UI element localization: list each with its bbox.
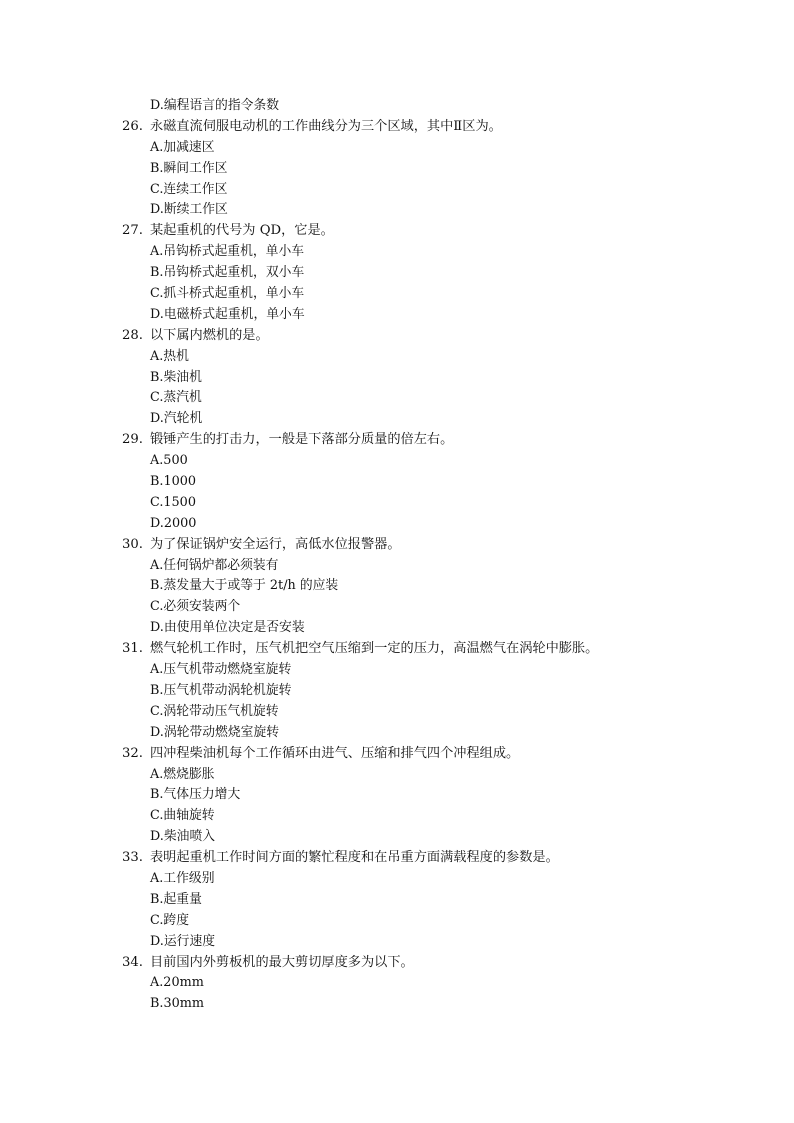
option-a: A.任何锅炉都必须装有 bbox=[150, 557, 279, 573]
question-number: 27. bbox=[122, 223, 143, 239]
option-a: A.20mm bbox=[150, 975, 204, 991]
option-b: B.柴油机 bbox=[150, 369, 202, 385]
question-list bbox=[122, 96, 742, 1015]
option-b: B.1000 bbox=[150, 474, 197, 490]
question-number: 28. bbox=[122, 327, 143, 343]
option-b: B.气体压力增大 bbox=[150, 787, 241, 803]
question-34 bbox=[122, 953, 742, 974]
question-text: 永磁直流伺服电动机的工作曲线分为三个区域，其中Ⅱ区为。 bbox=[150, 118, 502, 134]
question-text: 表明起重机工作时间方面的繁忙程度和在吊重方面满载程度的参数是。 bbox=[150, 850, 559, 866]
option-b: B.压气机带动涡轮机旋转 bbox=[150, 682, 292, 698]
option-a: A.燃烧膨胀 bbox=[150, 766, 215, 782]
option-d: D.涡轮带动燃烧室旋转 bbox=[150, 724, 280, 740]
option-c: C.涡轮带动压气机旋转 bbox=[150, 703, 279, 719]
option-b: B.蒸发量大于或等于 2t/h 的应装 bbox=[150, 578, 339, 594]
option-d: D.电磁桥式起重机，单小车 bbox=[150, 306, 305, 322]
option-a: A.工作级别 bbox=[150, 870, 215, 886]
option-d: D.柴油喷入 bbox=[150, 829, 216, 845]
question-number: 31. bbox=[122, 641, 143, 657]
question-text: 为了保证锅炉安全运行，高低水位报警器。 bbox=[150, 536, 401, 552]
question-29 bbox=[122, 430, 742, 451]
option-d-previous-question: D.编程语言的指令条数 bbox=[150, 98, 280, 113]
question-32 bbox=[122, 744, 742, 765]
question-number: 29. bbox=[122, 432, 143, 448]
option-d: D.断续工作区 bbox=[150, 202, 228, 218]
question-28 bbox=[122, 326, 742, 347]
question-26 bbox=[122, 117, 742, 138]
option-d: D.运行速度 bbox=[150, 933, 216, 949]
option-a: A.吊钩桥式起重机，单小车 bbox=[150, 244, 305, 260]
option-c: C.蒸汽机 bbox=[150, 390, 202, 406]
question-text: 锻锤产生的打击力，一般是下落部分质量的倍左右。 bbox=[150, 432, 454, 448]
option-a: A.500 bbox=[150, 453, 188, 469]
question-text: 目前国内外剪板机的最大剪切厚度多为以下。 bbox=[150, 954, 414, 970]
option-c: C.曲轴旋转 bbox=[150, 808, 215, 824]
option-c: C.连续工作区 bbox=[150, 181, 228, 197]
option-d: D.由使用单位决定是否安装 bbox=[150, 620, 305, 636]
question-text: 四冲程柴油机每个工作循环由进气、压缩和排气四个冲程组成。 bbox=[150, 745, 520, 761]
question-27 bbox=[122, 221, 742, 242]
option-c: C.抓斗桥式起重机，单小车 bbox=[150, 286, 305, 302]
question-text: 某起重机的代号为 QD，它是。 bbox=[150, 223, 334, 239]
option-b: B.瞬间工作区 bbox=[150, 160, 228, 176]
question-text: 燃气轮机工作时，压气机把空气压缩到一定的压力，高温燃气在涡轮中膨胀。 bbox=[150, 641, 599, 657]
option-c: C.1500 bbox=[150, 494, 196, 510]
option-a: A.压气机带动燃烧室旋转 bbox=[150, 662, 292, 678]
question-30 bbox=[122, 535, 742, 556]
option-b: B.起重量 bbox=[150, 891, 202, 907]
question-31 bbox=[122, 639, 742, 660]
option-d: D.2000 bbox=[150, 515, 197, 531]
option-b: B.吊钩桥式起重机，双小车 bbox=[150, 265, 305, 281]
question-number: 33. bbox=[122, 850, 143, 866]
question-number: 34. bbox=[122, 954, 143, 970]
option-a: A.热机 bbox=[150, 348, 189, 364]
option-c: C.必须安装两个 bbox=[150, 599, 241, 615]
option-b: B.30mm bbox=[150, 996, 205, 1012]
option-d: D.汽轮机 bbox=[150, 411, 203, 427]
question-number: 30. bbox=[122, 536, 143, 552]
question-33 bbox=[122, 848, 742, 869]
option-a: A.加减速区 bbox=[150, 139, 215, 155]
question-text: 以下属内燃机的是。 bbox=[150, 327, 269, 343]
option-c: C.跨度 bbox=[150, 912, 189, 928]
question-number: 26. bbox=[122, 118, 143, 134]
question-number: 32. bbox=[122, 745, 143, 761]
